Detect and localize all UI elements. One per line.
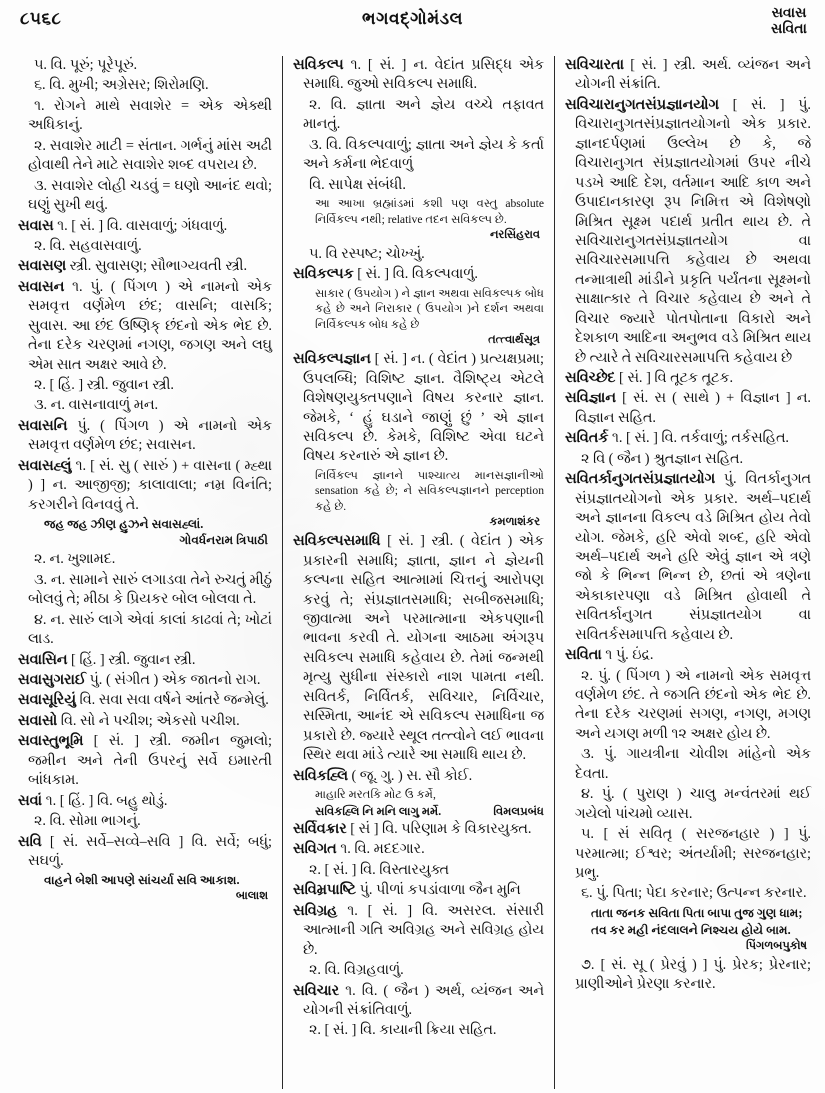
dictionary-entry	[565, 56, 811, 95]
dictionary-entry	[293, 820, 544, 839]
entry-sense: ૫. વિ. પૂરું; પૂરેપૂરું.	[34, 57, 138, 73]
entry-definition: ૧. [ સં. ] વિ. તર્કવાળું; તર્કસહિત.	[608, 430, 789, 447]
dictionary-entry	[293, 982, 544, 1021]
dictionary-entry	[18, 278, 272, 375]
entry-definition: [ સં ] વિ. પરિણામ કે વિકારયુક્ત.	[346, 821, 532, 838]
entry-sense: ૨. [ હિં. ] સ્ત્રી. જુવાન સ્ત્રી.	[34, 377, 174, 393]
entry-definition: [ સં. સર્વે–સવ્વે–સવિ ] વિ. સર્વે; બધું; સઘળું.	[28, 833, 272, 869]
source-attribution: તત્ત્વાર્થસૂત્ર	[488, 334, 540, 347]
quotation-block: આ આખા બ્રહ્માંડમાં કશી પણ વસ્તુ absolute નિર્વિકલ્પ નથી; relative તદન સવિકલ્પ છે.	[315, 197, 544, 226]
quotation-block: માહારિ મરતકિ મોટ ઉ કર્મે,	[315, 787, 436, 801]
entry-headword: સવિકલ્પજ્ઞાન	[293, 351, 371, 368]
entry-definition: [ સં. ] પું. વિચારાનુગતસંપ્રજ્ઞાતયોગનો એક પ્રકાર. જ્ઞાનદર્પણમાં ઉલ્લેખ છે કે, જે વિચારાનુગત સંપ્રજ્ઞાતયોગમાં ઉપર નીચે પડખે આદિ દેશ, વર્તમાન આદિ કાળ અને ઉપાદાનકારણ રૂપ નિમિત્ત એ વિશેષણો મિશ્રિત સૂક્ષ્મ પદાર્થ પ્રતીત થાય છે. તે સવિચારાનુગતસંપ્રજ્ઞાતયોગ વા સવિચારસમાપત્તિ કહેવાય છે અથવા તન્માત્રાથી માંડીને પ્રકૃતિ પર્યંતના સૂક્ષ્મનો સાક્ષાત્કાર તે વિચાર કહેવાય છે અને તે વિચાર જ્યારે પોતપોતાના વિકારો અને દેશકાળ આદિના અનુભવ વડે મિશ્રિત થાય છે ત્યારે તે સવિચારસમાપત્તિ કહેવાય છે	[575, 96, 811, 366]
quotation-block: સાકાર ( ઉપયોગ ) ને જ્ઞાન અથવા સવિકલ્પક બોધ કહે છે અને નિરાકાર ( ઉપયોગ )ને દર્શન અથવા નિર્વિકલ્પક બોધ કહે છે	[315, 286, 544, 331]
entry-headword: સવાસન	[18, 278, 65, 295]
entry-definition: ૧. [ સં. ] વિ. વાસવાળું; ગંધવાળું.	[53, 217, 228, 234]
verse-line: જહ જહ ઝીણ હુઝને સવાસહ્લાં.	[44, 517, 204, 532]
dictionary-entry	[293, 767, 544, 786]
entry-headword: સવિતર્કાનુગતસંપ્રજ્ઞાતયોગ	[565, 471, 716, 488]
verse-line: તાતા જનક સવિતા પિતા બાપા તુજ ગુણ ધામ;	[591, 905, 803, 920]
entry-definition: વિ. સો ને પચીશ; એકસો પચીશ.	[57, 712, 240, 729]
entry-sense: ૧. રોગને માથે સવાશેર = એક એક્થી અધિકાનું.	[28, 97, 272, 134]
column-container	[0, 56, 825, 1093]
quotation-block: નિર્વિકલ્પ જ્ઞાનને પાશ્ચાત્ય માનસજ્ઞાનીઓ sensation કહે છે; ને સવિકલ્પજ્ઞાનને perception કહે છે.	[315, 468, 544, 513]
entry-definition: [ સં. ] સ્ત્રી. જમીન જુમલો; જમીન અને તેની ઉપરનું સર્વે ઇમારતી બાંધકામ.	[28, 733, 272, 789]
entry-headword: સવિચાર	[293, 982, 340, 999]
entry-definition: [ સં. ] વિ તૂટક તૂટક.	[615, 370, 734, 386]
dictionary-entry	[18, 732, 272, 790]
entry-sense: ૨. [ સં. ] વિ. કાયાની ક્રિયા સહિત.	[309, 1022, 497, 1039]
entry-definition: ૧. પું. ( પિંગળ ) એ નામનો એક સમવૃત્ત વર્ણમેળ છંદ; વાસનિ; વાસકિ; સુવાસ. આ છંદ ઉષ્ણિક્ છંદનો એક ભેદ છે. તેના દરેક ચરણમાં નગણ, જગણ અને લઘુ એમ સાત અક્ષર આવે છે.	[28, 278, 272, 373]
verse-line: તવ કર મહી નંદલાલને નિશ્ચય હોયે બામ.	[591, 923, 791, 938]
source-attribution: કમળાશંકર	[489, 516, 540, 529]
page-folio-number: ૮૫૬૮	[20, 9, 62, 28]
entry-sense: ૭. [ સં. સૂ ( પ્રેરવું ) ] પું. પ્રેરક; પ્રેરનાર; પ્રાણીઓને પ્રેરણા કરનાર.	[575, 956, 811, 993]
entry-headword: સવિકલ્પસમાધિ	[293, 533, 381, 550]
entry-definition: ૧. [ સં. ] વિ. અસરલ. સંસારી આત્માની ગતિ અવિગ્રહ અને સવિગ્રહ હોય છે.	[303, 902, 544, 958]
entry-headword: સવાસણ	[18, 258, 67, 275]
entry-sense: ૨. વિ. સહવાસવાળું.	[34, 237, 142, 254]
entry-definition: [ સં. સ ( સાથે ) + વિજ્ઞાન ] ન. વિજ્ઞાન સહિત.	[575, 390, 811, 426]
entry-headword: સવાસ	[18, 217, 54, 234]
dictionary-entry	[18, 417, 272, 456]
entry-headword: સવિકલ્પક	[293, 266, 354, 283]
source-attribution: નરસિંહરાવ	[489, 229, 540, 242]
entry-definition: ૧. [ સં. સુ ( સારું ) + વાસના ( મ્હ્થા ) ] ન. આજીજી; કાલાવાલા; નમ્ર વિનંતિ; કરગરીને વિનવવું તે.	[28, 457, 272, 513]
text-column-3	[554, 56, 815, 1089]
dictionary-entry	[18, 457, 272, 515]
entry-headword: સવાસહ્લું	[18, 457, 72, 474]
dictionary-entry	[293, 532, 544, 765]
entry-headword: સવિતર્ક	[565, 430, 609, 447]
entry-sense: ૩. પું. ગાયત્રીના ચોવીશ માંહેનો એક દેવતા.	[575, 746, 811, 782]
entry-headword: સવાં	[18, 792, 42, 809]
entry-sense: ૪. ન. સારું લાગે એવાં કાલાં કાઢવાં તે; ખોટાં લાડ.	[28, 611, 272, 648]
dictionary-entry	[293, 902, 544, 960]
entry-headword: સવાસો	[18, 712, 58, 729]
entry-definition: ૧. [ હિં. ] વિ. બહુ થોડું.	[42, 792, 168, 809]
entry-headword: સવાસનિ	[18, 417, 68, 434]
dictionary-entry	[18, 792, 272, 811]
dictionary-entry	[565, 369, 811, 388]
entry-sense: ૨. વિ. સોમા ભાગનું.	[34, 813, 141, 830]
verse-line: વાહને બેશી આપણે સાંચર્યા સવિ આકાશ.	[44, 873, 240, 888]
entry-headword: સવિકહ્લિ	[293, 767, 348, 784]
dictionary-entry	[18, 712, 272, 731]
dictionary-entry	[18, 833, 272, 872]
entry-headword: સવિગત	[293, 841, 337, 858]
entry-headword: સર્વિવક્રાર	[293, 821, 347, 838]
entry-headword: સવિકલ્પ	[293, 57, 344, 73]
entry-sense: ૫. [ સં સવિતૃ ( સરજનહાર ) ] પું. પરમાત્મા; ઈશ્વર; અંતર્યામી; સરજનહાર; પ્રભુ.	[575, 826, 811, 881]
entry-sense: ૩. ન. વાસનાવાળું મન.	[34, 397, 159, 414]
dictionary-entry	[293, 350, 544, 467]
source-attribution: પિંગળબપુકોષ	[746, 939, 807, 952]
entry-definition: ૧ પું. ઇંદ્ર.	[601, 647, 654, 664]
guide-word-last: સવિતા	[771, 22, 807, 38]
entry-definition: સ્ત્રી. સુવાસણ; સૌભાગ્યવતી સ્ત્રી.	[66, 258, 248, 275]
entry-definition: ૧. વિ. ( જૈન ) અર્થ, વ્યંજન અને યોગની સંક્રાંતિવાળું.	[303, 982, 544, 1018]
entry-definition: ( જૂ. ગુ. ) સ. સૌ કોઈ.	[347, 767, 473, 784]
entry-sense: ૩. ન. સામાને સારું લગાડવા તેને રુચતું મીઠું બોલવું તે; મીઠા કે પ્રિયકર બોલ બોલવા તે.	[28, 571, 272, 608]
entry-sense: વિ. સાપેક્ષ સંબંધી.	[309, 176, 406, 193]
guide-word-first: સવાસ	[771, 6, 807, 21]
source-attribution: ગોવર્ધનરામ ત્રિપાઠી	[179, 532, 268, 547]
dictionary-entry	[293, 840, 544, 859]
entry-definition: [ સં. ] વિ. વિકલ્પવાળું.	[353, 266, 478, 283]
entry-headword: સવિચારાનુગતસંપ્રજ્ઞાનયોગ	[565, 96, 719, 113]
entry-headword: સવિચ્છેદ	[565, 370, 616, 386]
quotation-attribution: વિમલપ્રબંધ	[493, 804, 544, 818]
dictionary-entry	[293, 881, 544, 900]
entry-headword: સવિમ્રપાષ્ટિ	[293, 882, 357, 899]
entry-headword: સવાસ્તુભૂમિ	[18, 733, 84, 750]
dictionary-entry	[565, 429, 811, 448]
entry-definition: વિ. સવા સવા વર્ષને આંતરે જન્મેલું.	[75, 692, 269, 709]
dictionary-entry	[565, 646, 811, 665]
entry-definition: પું. ( સંગીત ) એક જાતનો રાગ.	[85, 672, 261, 689]
entry-headword: સવિ	[18, 833, 42, 850]
dictionary-entry	[293, 56, 544, 95]
entry-sense: ૨. [ સં. ] વિ. વિસ્તારયુક્ત	[309, 861, 450, 878]
entry-sense: ૩. વિ. વિકલ્પવાળું; જ્ઞાતા અને જ્ઞેય કે કર્તા અને કર્મના ભેદવાળું	[303, 136, 544, 173]
source-attribution: બાલાશ	[235, 889, 268, 902]
dictionary-entry	[565, 470, 811, 645]
text-column-1	[10, 56, 282, 1089]
quotation-text: સવિકહ્લિ નિ મનિ લાગુ મર્મે.	[315, 804, 442, 818]
entry-sense: ૬. વિ. મુખી; અગ્રેસર; શિરોમણિ.	[34, 77, 209, 94]
entry-sense: ૩. સવાશેર લોહી ચડવું = ઘણો આનંદ થવો; ઘણું સુખી થવું.	[28, 177, 272, 214]
entry-definition: ૧. [ સં. ] ન. વેદાંત પ્રસિદ્ધ એક સમાધિ. જુઓ સવિકલ્પ સમાધિ.	[303, 57, 544, 93]
entry-headword: સવિચારતા	[565, 57, 625, 73]
entry-sense: ૨ વિ ( જૈન ) શ્રુતજ્ઞાન સહિત.	[581, 450, 744, 467]
entry-sense: ૫. વિ રસ્પષ્ટ; ચોખ્ખું.	[309, 245, 425, 262]
dictionary-entry	[565, 389, 811, 428]
entry-definition: પું. પીળાં કપડાંવાળા જૈન મુનિ	[356, 882, 521, 899]
entry-definition: [ સં. ] સ્ત્રી. અર્થ. વ્યંજન અને યોગની સંક્રાંતિ.	[575, 57, 811, 93]
entry-headword: સવિતા	[565, 647, 602, 664]
book-title: ભગવદ્ગોમંડલ	[362, 9, 463, 28]
entry-headword: સવિગ્રહ	[293, 902, 338, 919]
entry-definition: પું. વિતર્કાનુગત સંપ્રજ્ઞાતયોગનો એક પ્રકાર. અર્થ–પદાર્થ અને જ્ઞાનના વિકલ્પ વડે મિશ્રિત હોય તેવો યોગ. જેમકે, હરિ એવો શબ્દ, હરિ એવો અર્થ–પદાર્થ અને હરિ એવું જ્ઞાન એ ત્રણે જો કે ભિન્ન ભિન્ન છે, છતાં એ ત્રણેના એકાકારપણા વડે મિશ્રિત હોવાથી તે સવિતર્કાનુગત સંપ્રજ્ઞાતયોગ વા સવિતર્કસમાપત્તિ કહેવાય છે.	[575, 471, 811, 643]
dictionary-entry	[18, 217, 272, 236]
entry-sense: ૨. વિ. જ્ઞાતા અને જ્ઞેય વચ્ચે તફાવત માનતું.	[303, 96, 544, 133]
entry-sense: ૨. વિ. વિગ્રહવાળું.	[309, 962, 404, 979]
entry-definition: પું. ( પિંગળ ) એ નામનો એક સમવૃત્ત વર્ણમેળ છંદ; સવાસન.	[28, 417, 272, 454]
running-head	[0, 0, 825, 56]
entry-definition: [ હિં. ] સ્ત્રી. જુવાન સ્ત્રી.	[67, 651, 196, 668]
dictionary-entry	[18, 257, 272, 276]
entry-headword: સવિજ્ઞાન	[565, 390, 616, 407]
entry-sense: ૨. ન. ખુશામદ.	[34, 551, 116, 568]
entry-headword: સવાસૂરિયું	[18, 692, 76, 709]
entry-sense: ૨. સવાશેર માટી = સંતાન. ગર્ભનું માંસ અઢી હોવાથી તેને માટે સવાશેર શબ્દ વપરાય છે.	[28, 137, 272, 174]
quotation-block	[293, 804, 544, 820]
dictionary-entry	[565, 96, 811, 368]
entry-sense: ૨. પું. ( પિંગળ ) એ નામનો એક સમવૃત્ત વર્ણમેળ છંદ. તે જગતિ છંદનો એક ભેદ છે. તેના દરેક ચરણમાં સગણ, નગણ, મગણ અને યગણ મળી ૧૨ અક્ષર હોય છે.	[575, 667, 811, 742]
entry-sense: ૬. પું. પિતા; પેદા કરનાર; ઉત્પન્ન કરનાર.	[581, 885, 807, 902]
entry-definition: ૧. વિ. મદદગાર.	[336, 841, 425, 858]
text-column-2	[282, 56, 554, 1089]
dictionary-entry	[293, 265, 544, 284]
entry-definition: [ સં. ] સ્ત્રી. ( વેદાંત ) એક પ્રકારની સમાધિ; જ્ઞાતા, જ્ઞાન ને જ્ઞેયની કલ્પના સહિત આત્મામાં ચિત્તનું આરોપણ કરવું તે; સંપ્રજ્ઞાતસમાધિ; સબીજસમાધિ; જીવાત્મા અને પરમાત્માના એકપણાની ભાવના કરવી તે. યોગના આઠમા અંગરૂપ સવિકલ્પ સમાધિ કહેવાય છે. તેમાં જન્મથી મૃત્યુ સુધીના સંસ્કારો નાશ પામતા નથી. સવિતર્ક, નિર્વિતર્ક, સવિચાર, નિર્વિચાર, સસ્મિતા, આનંદ એ સવિકલ્પ સમાધિના જ પ્રકારો છે. જ્યારે સ્થૂલ તત્ત્વોને લઈ ભાવના સ્થિર થવા માંડે ત્યારે આ સમાધિ થાય છે.	[303, 533, 544, 764]
entry-sense: ૪. પું. ( પુરાણ ) ચાલુ મન્વંતરમાં થઈ ગયેલો પાંચમો વ્યાસ.	[575, 786, 811, 822]
entry-definition: [ સં. ] ન. ( વેદાંત ) પ્રત્યક્ષપ્રમા; ઉપલબ્ધિ; વિશિષ્ટ જ્ઞાન. વૈશિષ્ટ્ય એટલે વિશેષણયુક્તપણાને વિષય કરનાર જ્ઞાન. જેમકે, ‘ હું ઘડાને જાણું છું ’ એ જ્ઞાન સવિકલ્પ છે. કેમકે, વિશિષ્ટ એવા ઘટને વિષય કરનારું એ જ્ઞાન છે.	[303, 351, 544, 465]
dictionary-entry	[18, 671, 272, 690]
dictionary-entry	[18, 651, 272, 670]
entry-headword: સવાસુગરાઈ	[18, 672, 86, 689]
dictionary-entry	[18, 691, 272, 710]
entry-headword: સવાસિન	[18, 651, 68, 668]
guide-words	[771, 6, 807, 38]
